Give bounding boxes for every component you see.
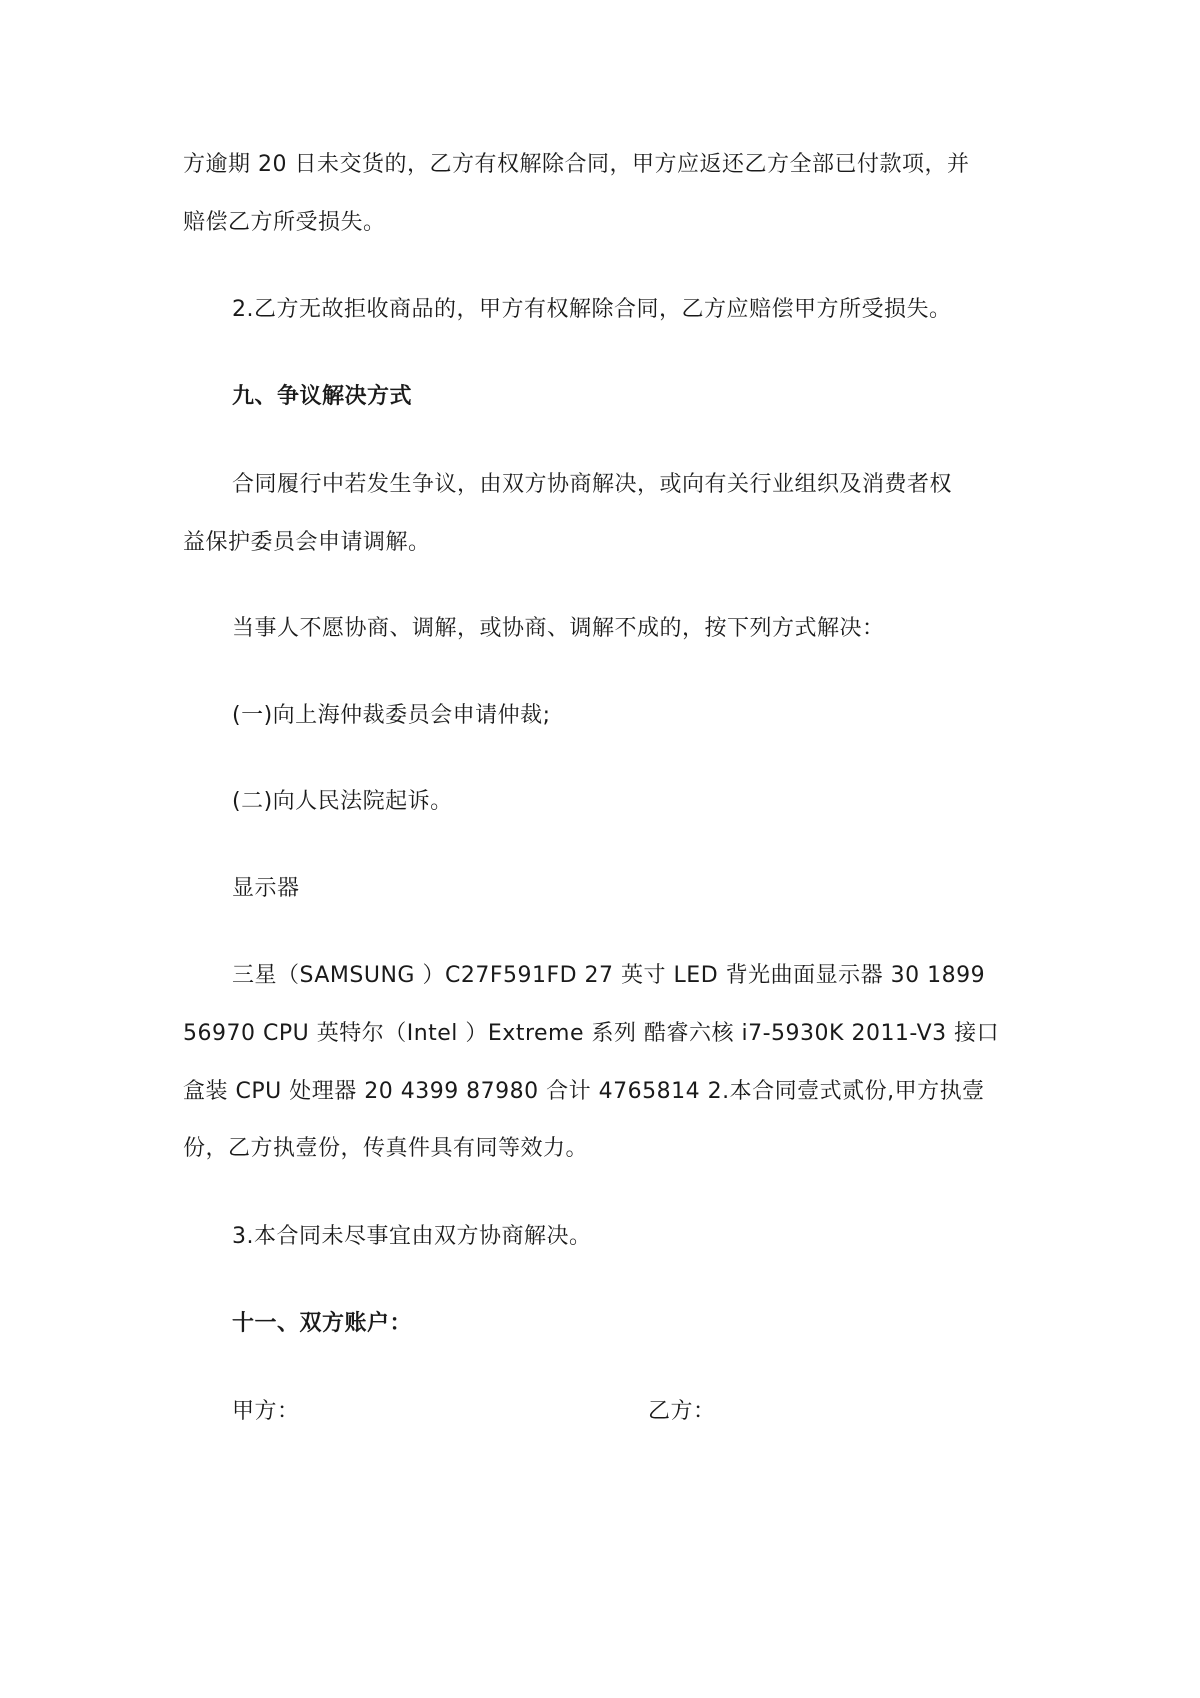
list-item: (一)向上海仲裁委员会申请仲裁; xyxy=(232,703,551,728)
paragraph-line: 合同履行中若发生争议，由双方协商解决，或向有关行业组织及消费者权 xyxy=(232,472,953,497)
paragraph-line: 份，乙方执壹份，传真件具有同等效力。 xyxy=(183,1136,589,1161)
paragraph-line: 显示器 xyxy=(232,876,300,901)
paragraph-line: 三星（SAMSUNG ）C27F591FD 27 英寸 LED 背光曲面显示器 30 1899 xyxy=(232,963,986,988)
list-item: (二)向人民法院起诉。 xyxy=(232,789,453,814)
paragraph-line: 盒装 CPU 处理器 20 4399 87980 合计 4765814 2.本合同壹式贰份,甲方执壹 xyxy=(183,1079,985,1104)
paragraph-line: 当事人不愿协商、调解，或协商、调解不成的，按下列方式解决： xyxy=(232,616,885,641)
section-heading: 九、争议解决方式 xyxy=(232,384,413,409)
paragraph-line: 3.本合同未尽事宜由双方协商解决。 xyxy=(232,1224,592,1249)
section-heading: 十一、双方账户： xyxy=(232,1311,413,1336)
paragraph-line: 56970 CPU 英特尔（Intel ）Extreme 系列 酷睿六核 i7-5930K 2011-V3 接口 xyxy=(183,1021,1000,1046)
paragraph-line: 方逾期 20 日未交货的，乙方有权解除合同，甲方应返还乙方全部已付款项，并 xyxy=(183,152,970,177)
paragraph-line: 益保护委员会申请调解。 xyxy=(183,530,431,555)
paragraph-line: 2.乙方无故拒收商品的，甲方有权解除合同，乙方应赔偿甲方所受损失。 xyxy=(232,297,952,322)
party-a-label: 甲方： xyxy=(232,1399,300,1424)
party-b-label: 乙方： xyxy=(648,1399,716,1424)
paragraph-line: 赔偿乙方所受损失。 xyxy=(183,210,386,235)
